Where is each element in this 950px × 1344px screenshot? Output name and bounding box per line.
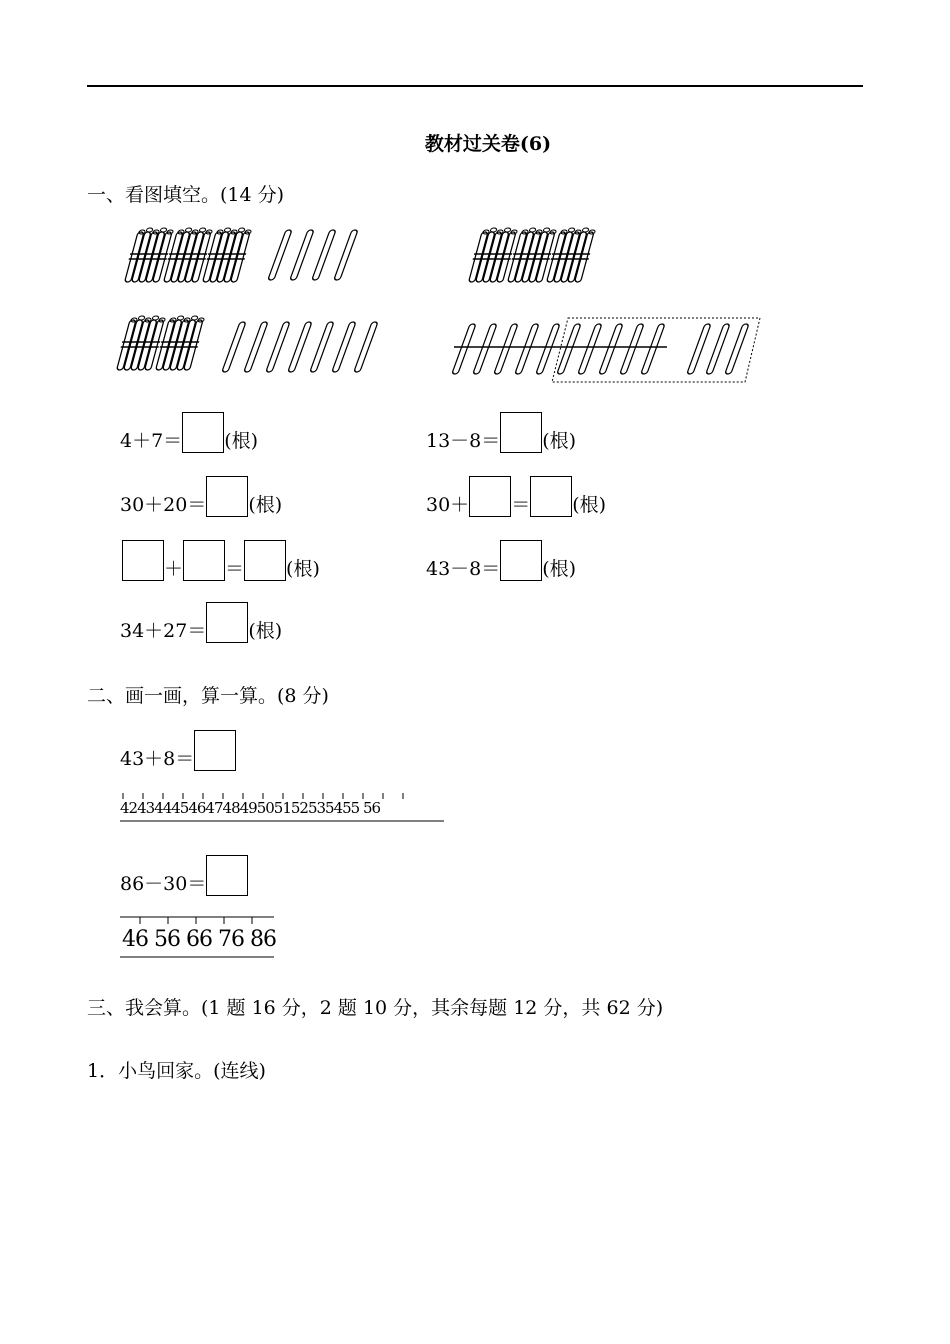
- equation-7: [120, 602, 282, 643]
- equation-5: [122, 540, 320, 581]
- answer-box[interactable]: [469, 476, 511, 517]
- answer-box[interactable]: [206, 855, 248, 896]
- plus-sign: ＋: [164, 558, 184, 580]
- equation-1: [120, 412, 258, 453]
- sticks-illustration: [0, 0, 950, 400]
- answer-box[interactable]: [500, 412, 542, 453]
- answer-box[interactable]: [530, 476, 572, 517]
- page-title: 教材过关卷(6): [424, 133, 552, 155]
- equation-8-left: 43＋8＝: [120, 748, 195, 770]
- equation-3: [120, 476, 282, 517]
- unit-label: (根): [286, 558, 320, 580]
- question-1: 1．小鸟回家。(连线): [87, 1060, 266, 1082]
- equals-sign: ＝: [225, 558, 245, 580]
- equation-3-left: 30＋20＝: [120, 494, 207, 516]
- answer-box[interactable]: [194, 730, 236, 771]
- answer-box[interactable]: [206, 476, 248, 517]
- unit-label: (根): [248, 620, 283, 642]
- equation-9-left: 86－30＝: [120, 873, 207, 895]
- equation-4-left: 30＋: [426, 494, 470, 516]
- section3-heading: 三、我会算。(1 题 16 分，2 题 10 分，其余每题 12 分，共 62 分): [87, 997, 664, 1019]
- answer-box[interactable]: [122, 540, 164, 581]
- number-line-1-labels: 4243444546474849505152535455 56: [120, 799, 381, 817]
- equation-7-left: 34＋27＝: [120, 620, 207, 642]
- equals-sign: ＝: [511, 494, 531, 516]
- unit-label: (根): [248, 494, 283, 516]
- equation-1-left: 4＋7＝: [120, 430, 183, 452]
- equation-6-left: 43－8＝: [426, 558, 501, 580]
- sticks-13-crossed: [452, 318, 760, 382]
- equation-6: [426, 540, 576, 581]
- unit-label: (根): [224, 430, 259, 452]
- bundles-3: [467, 228, 597, 282]
- section2-heading: 二、画一画，算一算。(8 分): [87, 685, 329, 707]
- answer-box[interactable]: [500, 540, 542, 581]
- equation-2-left: 13－8＝: [426, 430, 501, 452]
- number-line-2-labels: 46 56 66 76 86: [122, 927, 276, 952]
- unit-label: (根): [572, 494, 607, 516]
- equation-8: [120, 730, 236, 771]
- unit-label: (根): [542, 558, 577, 580]
- unit-label: (根): [542, 430, 577, 452]
- bundles-3-sticks-4: [123, 228, 358, 282]
- answer-box[interactable]: [183, 540, 225, 581]
- answer-box[interactable]: [182, 412, 224, 453]
- equation-4: [426, 476, 606, 517]
- equation-9: [120, 855, 248, 896]
- section1-heading: 一、看图填空。(14 分): [87, 184, 285, 206]
- answer-box[interactable]: [244, 540, 286, 581]
- answer-box[interactable]: [206, 602, 248, 643]
- equation-2: [426, 412, 576, 453]
- bundles-2-sticks-7: [115, 316, 378, 372]
